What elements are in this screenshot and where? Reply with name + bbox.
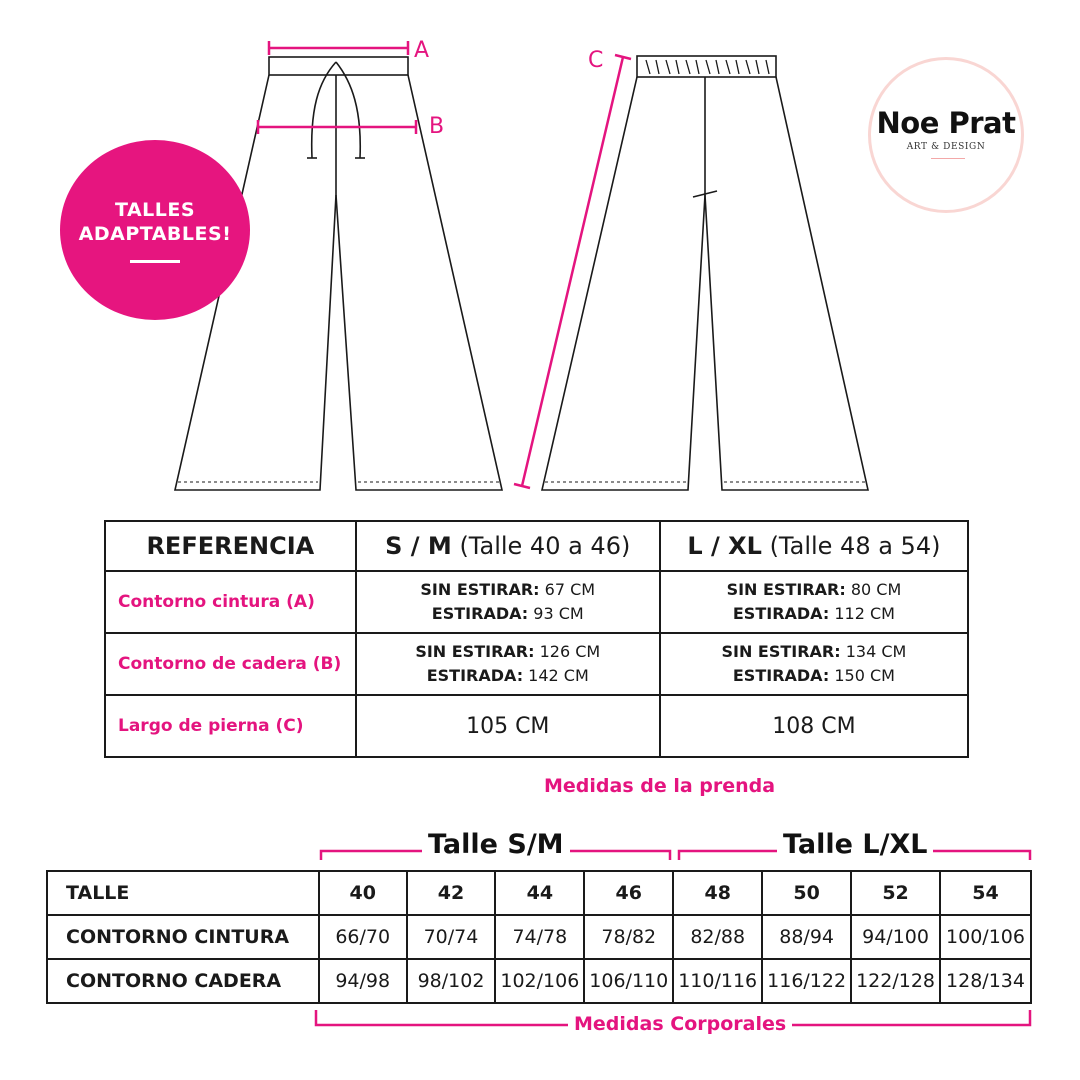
hip-54: 128/134 — [940, 959, 1031, 1003]
body-size-table — [46, 870, 1032, 1004]
reference-header-row — [105, 521, 968, 571]
pants-back-view — [542, 56, 868, 490]
hip-row — [47, 959, 1031, 1003]
sm-header: S / M (Talle 40 a 46) — [356, 521, 660, 571]
size-42: 42 — [407, 871, 496, 915]
size-group-lxl: Talle L/XL — [777, 829, 933, 860]
hip-row-label: CONTORNO CADERA — [47, 959, 319, 1003]
waist-52: 94/100 — [851, 915, 940, 959]
row-label-waist: Contorno cintura (A) — [105, 571, 356, 633]
measure-c-label: C — [588, 48, 604, 73]
badge-line-1: TALLES — [114, 199, 196, 221]
hip-44: 102/106 — [495, 959, 584, 1003]
reference-header: REFERENCIA — [105, 521, 356, 571]
size-48: 48 — [673, 871, 762, 915]
waist-40: 66/70 — [319, 915, 407, 959]
lxl-header: L / XL (Talle 48 a 54) — [660, 521, 968, 571]
waist-48: 82/88 — [673, 915, 762, 959]
logo-subtitle: ART & DESIGN — [906, 142, 986, 152]
garment-measures-label: Medidas de la prenda — [538, 775, 781, 797]
sm-waist-cell: SIN ESTIRAR: 67 CM ESTIRADA: 93 CM — [356, 571, 660, 633]
back-left-leg — [542, 77, 705, 490]
table-row — [105, 695, 968, 757]
waist-46: 78/82 — [584, 915, 673, 959]
sm-leg-cell: 105 CM — [356, 695, 660, 757]
waist-50: 88/94 — [762, 915, 851, 959]
size-52: 52 — [851, 871, 940, 915]
size-group-sm: Talle S/M — [422, 829, 570, 860]
badge-underline — [130, 260, 180, 263]
drawstring-right — [336, 62, 360, 158]
size-44: 44 — [495, 871, 584, 915]
hip-42: 98/102 — [407, 959, 496, 1003]
measure-c-line — [522, 57, 623, 486]
sm-hip-cell: SIN ESTIRAR: 126 CM ESTIRADA: 142 CM — [356, 633, 660, 695]
logo-name: Noe Prat — [876, 106, 1016, 140]
hip-52: 122/128 — [851, 959, 940, 1003]
row-label-hip: Contorno de cadera (B) — [105, 633, 356, 695]
badge-line-2: ADAPTABLES! — [78, 223, 232, 245]
waist-row — [47, 915, 1031, 959]
size-50: 50 — [762, 871, 851, 915]
body-measures-label: Medidas Corporales — [568, 1013, 792, 1035]
table-row — [105, 571, 968, 633]
table-row — [105, 633, 968, 695]
garment-reference-table — [104, 520, 969, 758]
back-right-leg — [705, 77, 868, 490]
lxl-leg-cell: 108 CM — [660, 695, 968, 757]
row-label-leg: Largo de pierna (C) — [105, 695, 356, 757]
measure-b-label: B — [429, 114, 445, 139]
measure-a-label: A — [414, 38, 430, 63]
lxl-waist-cell: SIN ESTIRAR: 80 CM ESTIRADA: 112 CM — [660, 571, 968, 633]
logo-underline — [931, 158, 965, 159]
hip-50: 116/122 — [762, 959, 851, 1003]
lxl-hip-cell: SIN ESTIRAR: 134 CM ESTIRADA: 150 CM — [660, 633, 968, 695]
hip-46: 106/110 — [584, 959, 673, 1003]
size-54: 54 — [940, 871, 1031, 915]
waist-row-label: CONTORNO CINTURA — [47, 915, 319, 959]
waist-42: 70/74 — [407, 915, 496, 959]
hip-48: 110/116 — [673, 959, 762, 1003]
size-46: 46 — [584, 871, 673, 915]
drawstring-left — [312, 62, 336, 158]
size-header-label: TALLE — [47, 871, 319, 915]
size-40: 40 — [319, 871, 407, 915]
front-right-leg — [336, 75, 502, 490]
waist-54: 100/106 — [940, 915, 1031, 959]
brand-logo — [868, 57, 1024, 213]
waist-44: 74/78 — [495, 915, 584, 959]
adaptable-sizes-badge — [60, 140, 250, 320]
hip-40: 94/98 — [319, 959, 407, 1003]
size-header-row — [47, 871, 1031, 915]
